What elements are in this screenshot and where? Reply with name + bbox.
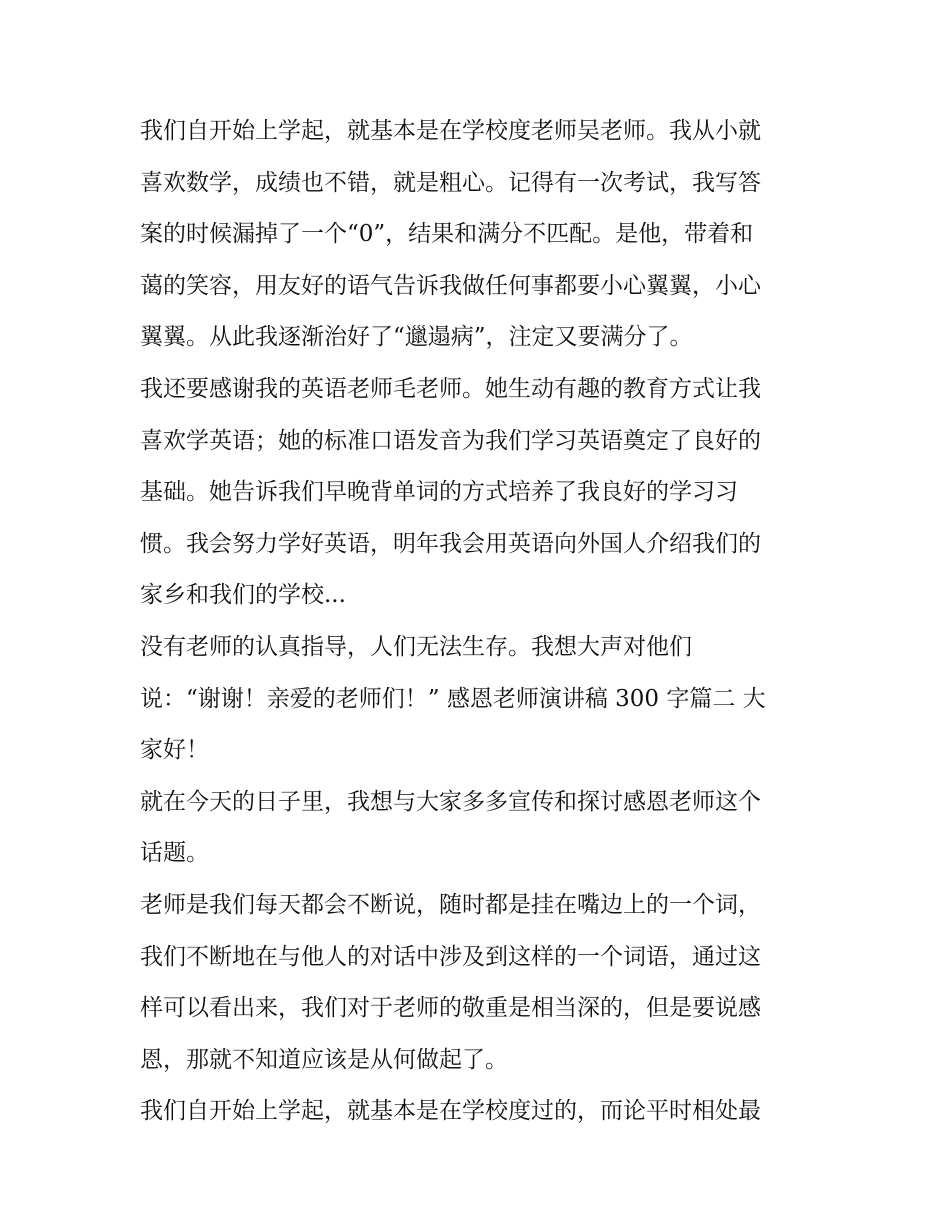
text-line-7: 喜欢学英语；她的标准口语发音为我们学习英语奠定了良好的 <box>140 427 761 454</box>
text-line-18: 样可以看出来，我们对于老师的敬重是相当深的，但是要说感 <box>140 995 761 1022</box>
text-line-15: 话题。 <box>140 840 209 867</box>
text-line-8: 基础。她告诉我们早晚背单词的方式培养了我良好的学习习 <box>140 479 738 506</box>
body-text <box>140 106 812 1138</box>
text-line-9: 惯。我会努力学好英语，明年我会用英语向外国人介绍我们的 <box>140 530 761 557</box>
text-line-19: 恩，那就不知道应该是从何做起了。 <box>140 1046 508 1073</box>
text-line-6: 我还要感谢我的英语老师毛老师。她生动有趣的教育方式让我 <box>140 375 761 402</box>
text-line-13: 家好！ <box>140 737 209 764</box>
text-line-11: 没有老师的认真指导，人们无法生存。我想大声对他们 <box>140 633 692 660</box>
text-line-5: 翼翼。从此我逐渐治好了“邋遢病”，注定又要满分了。 <box>140 324 693 351</box>
text-line-20: 我们自开始上学起，就基本是在学校度过的，而论平时相处最 <box>140 1098 761 1125</box>
text-line-3: 案的时候漏掉了一个“0”，结果和满分不匹配。是他，带着和 <box>140 221 754 248</box>
text-line-2: 喜欢数学，成绩也不错，就是粗心。记得有一次考试，我写答 <box>140 169 761 196</box>
text-line-17: 我们不断地在与他人的对话中涉及到这样的一个词语，通过这 <box>140 943 761 970</box>
text-line-14: 就在今天的日子里，我想与大家多多宣传和探讨感恩老师这个 <box>140 788 761 815</box>
text-line-10: 家乡和我们的学校... <box>140 582 346 609</box>
text-line-16: 老师是我们每天都会不断说，随时都是挂在嘴边上的一个词， <box>140 891 761 918</box>
text-line-1: 我们自开始上学起，就基本是在学校度老师吴老师。我从小就 <box>140 118 761 144</box>
text-line-4: 蔼的笑容，用友好的语气告诉我做任何事都要小心翼翼，小心 <box>140 272 761 299</box>
text-line-12: 说：“谢谢！亲爱的老师们！” 感恩老师演讲稿 300 字篇二 大 <box>140 685 766 712</box>
